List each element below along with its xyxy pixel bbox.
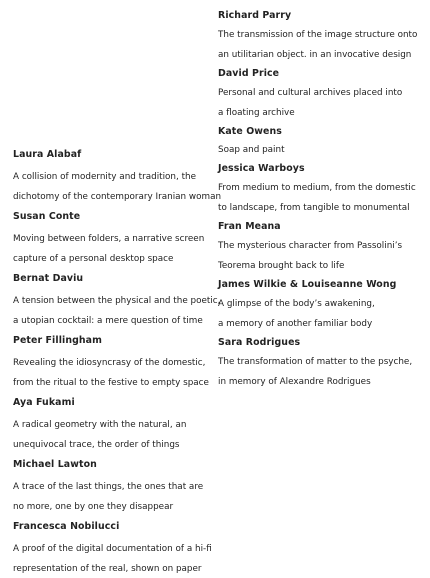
description-line: Personal and cultural archives placed into bbox=[218, 88, 403, 98]
description-line: The transmission of the image structure onto bbox=[218, 30, 418, 40]
artist-name: Bernat Daviu bbox=[13, 273, 84, 284]
description-line: A tension between the physical and the poetic, bbox=[13, 296, 221, 306]
description-line: Revealing the idiosyncrasy of the domestic, bbox=[13, 358, 206, 368]
description-line: The transformation of matter to the psyche, bbox=[218, 357, 413, 367]
artist-entry-kate-owens bbox=[218, 122, 418, 159]
description-line: in memory of Alexandre Rodrigues bbox=[218, 377, 371, 387]
description-line: A proof of the digital documentation of a hi-fi bbox=[13, 544, 212, 554]
artist-entry-bernat-daviu bbox=[13, 268, 221, 330]
description-line: A radical geometry with the natural, an bbox=[13, 420, 187, 430]
artist-name: Peter Fillingham bbox=[13, 335, 102, 346]
artist-entry-michael-lawton bbox=[13, 454, 213, 516]
description-line: A glimpse of the body’s awakening, bbox=[218, 299, 375, 309]
description-line: From medium to medium, from the domestic bbox=[218, 183, 416, 193]
description-line: A trace of the last things, the ones that are bbox=[13, 482, 204, 492]
description-line: no more, one by one they disappear bbox=[13, 502, 174, 512]
description-line: from the ritual to the festive to empty space bbox=[13, 378, 209, 388]
artist-entry-laura-alabaf bbox=[13, 144, 222, 206]
description-line: capture of a personal desktop space bbox=[13, 254, 174, 264]
artist-name: Sara Rodrigues bbox=[218, 337, 301, 348]
artist-entry-susan-conte bbox=[13, 206, 213, 268]
artist-name: Michael Lawton bbox=[13, 459, 97, 470]
artist-entry-david-price bbox=[218, 64, 418, 122]
description-line: A collision of modernity and tradition, the bbox=[13, 172, 197, 182]
right-column bbox=[218, 6, 418, 391]
description-line: a floating archive bbox=[218, 108, 295, 118]
artist-name: Kate Owens bbox=[218, 126, 282, 137]
artist-entry-james-wilkie-louiseanne-wong bbox=[218, 275, 418, 333]
artist-entry-jessica-warboys bbox=[218, 159, 418, 217]
artist-entry-aya-fukami bbox=[13, 392, 213, 454]
description-line: Teorema brought back to life bbox=[218, 261, 345, 271]
artist-entry-richard-parry bbox=[218, 6, 418, 64]
artist-name: James Wilkie & Louiseanne Wong bbox=[218, 279, 397, 290]
description-line: dichotomy of the contemporary Iranian woman bbox=[13, 192, 222, 202]
description-line: The mysterious character from Passolini’s bbox=[218, 241, 403, 251]
description-line: Moving between folders, a narrative screen bbox=[13, 234, 205, 244]
artist-name: David Price bbox=[218, 68, 280, 79]
artist-name: Jessica Warboys bbox=[218, 163, 305, 174]
artist-entry-fran-meana bbox=[218, 217, 418, 275]
description-line: a utopian cocktail: a mere question of time bbox=[13, 316, 203, 326]
artist-entry-peter-fillingham bbox=[13, 330, 213, 392]
description-line: an utilitarian object. in an invocative design bbox=[218, 50, 412, 60]
artist-entry-francesca-nobilucci bbox=[13, 516, 213, 578]
description-line: to landscape, from tangible to monumental bbox=[218, 203, 410, 213]
description-line: a memory of another familiar body bbox=[218, 319, 373, 329]
artist-name: Richard Parry bbox=[218, 10, 292, 21]
description-line: representation of the real, shown on paper bbox=[13, 564, 202, 574]
artist-entry-sara-rodrigues bbox=[218, 333, 418, 391]
description-line: Soap and paint bbox=[218, 145, 285, 155]
artist-name: Francesca Nobilucci bbox=[13, 521, 120, 532]
left-column bbox=[13, 144, 222, 578]
artist-name: Fran Meana bbox=[218, 221, 281, 232]
artist-name: Aya Fukami bbox=[13, 397, 75, 408]
artist-name: Susan Conte bbox=[13, 211, 81, 222]
artist-name: Laura Alabaf bbox=[13, 149, 82, 160]
description-line: unequivocal trace, the order of things bbox=[13, 440, 180, 450]
